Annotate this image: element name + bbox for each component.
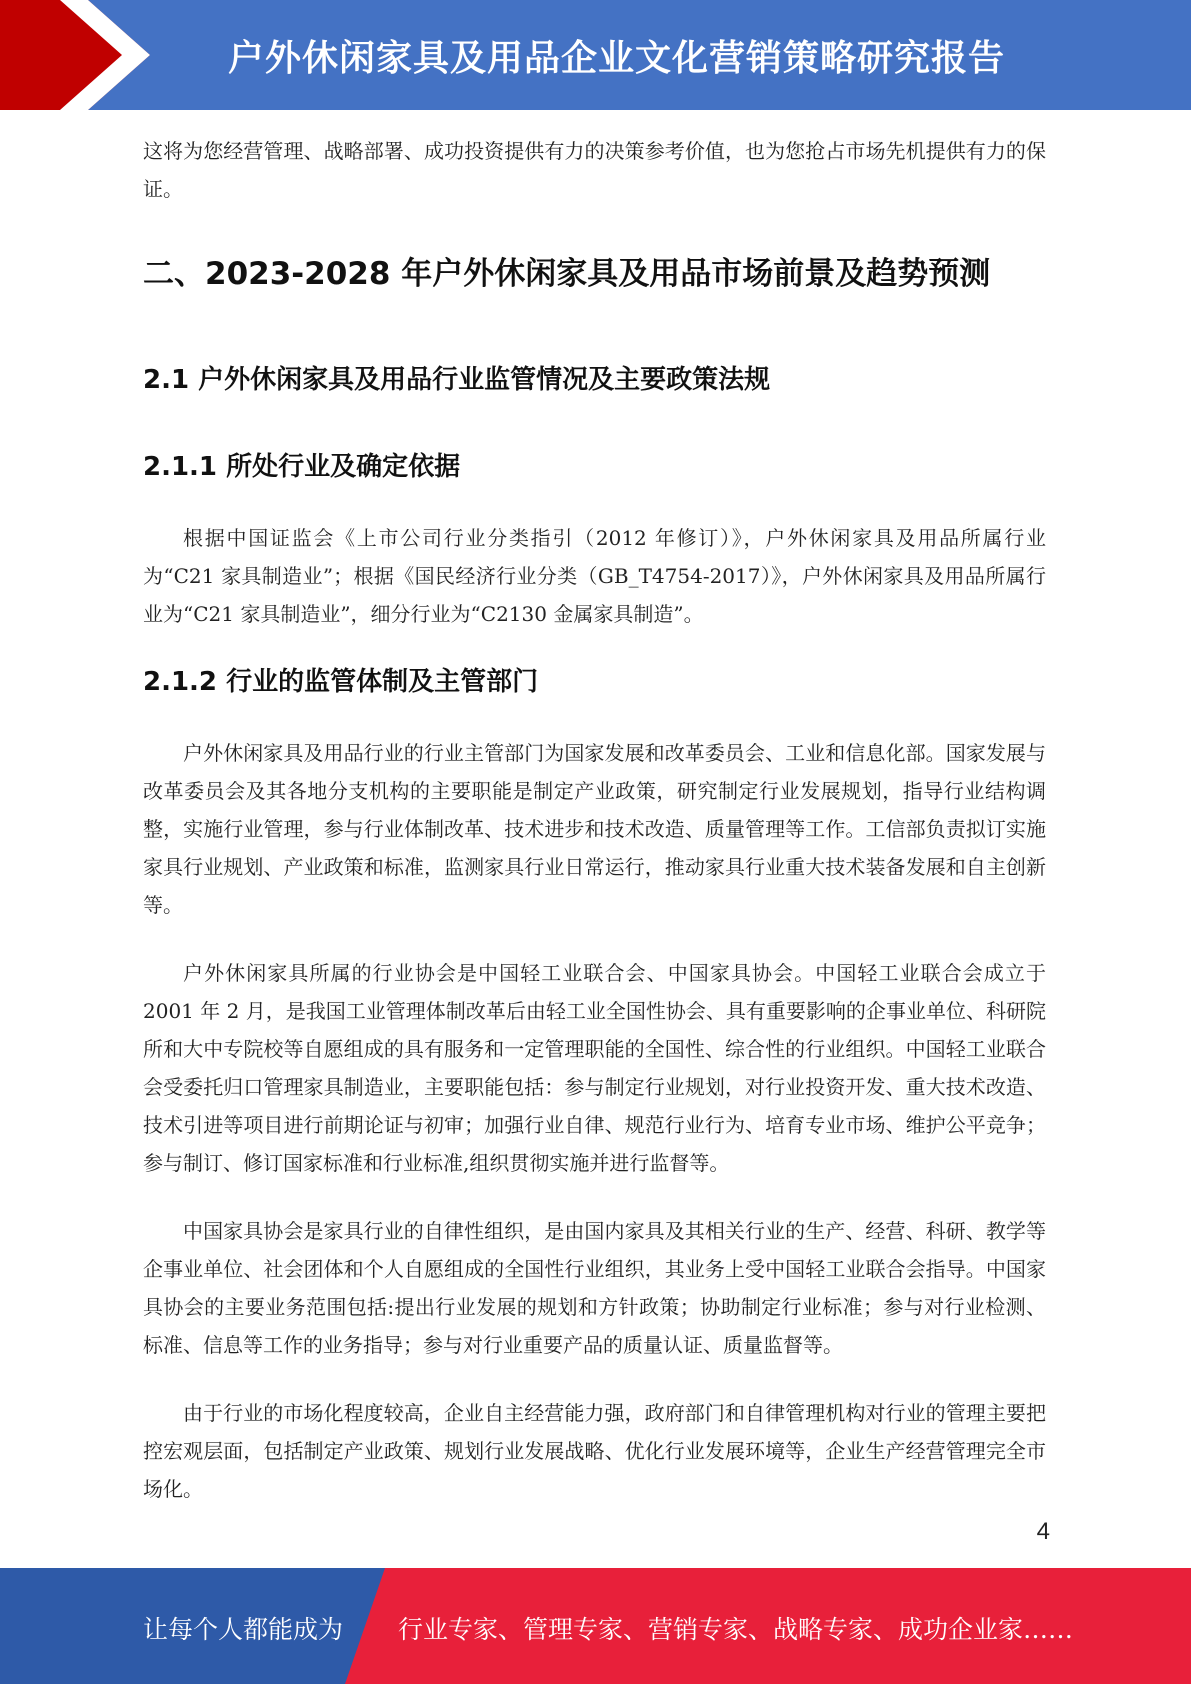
page-content [143, 132, 1046, 1508]
intro-paragraph: 这将为您经营管理、战略部署、成功投资提供有力的决策参考价值，也为您抢占市场先机提供有力的保证。 [143, 139, 1046, 201]
sub1-paragraph: 根据中国证监会《上市公司行业分类指引（2012 年修订）》，户外休闲家具及用品所属行业为“C21 家具制造业”；根据《国民经济行业分类（GB_T4754-2017）》，户外休闲家具及用品所属行业为“C21 家具制造业”，细分行业为“C2130 金属家具制造”。 [143, 526, 1046, 626]
sub2-paragraph-1: 户外休闲家具及用品行业的行业主管部门为国家发展和改革委员会、工业和信息化部。国家发展与改革委员会及其各地分支机构的主要职能是制定产业政策，研究制定行业发展规划，指导行业结构调整，实施行业管理，参与行业体制改革、技术进步和技术改造、质量管理等工作。工信部负责拟订实施家具行业规划、产业政策和标准，监测家具行业日常运行，推动家具行业重大技术装备发展和自主创新等。 [143, 741, 1046, 917]
sub2-heading: 2.1.2 行业的监管体制及主管部门 [143, 667, 539, 697]
section-heading: 二、2023-2028 年户外休闲家具及用品市场前景及趋势预测 [143, 256, 991, 292]
sub1-heading: 2.1.1 所处行业及确定依据 [143, 452, 461, 482]
report-title: 户外休闲家具及用品企业文化营销策略研究报告 [228, 38, 1006, 79]
footer-slogan-right: 行业专家、管理专家、营销专家、战略专家、成功企业家…… [398, 1615, 1074, 1644]
sub2-paragraph-4: 由于行业的市场化程度较高，企业自主经营能力强，政府部门和自律管理机构对行业的管理主要把控宏观层面，包括制定产业政策、规划行业发展战略、优化行业发展环境等，企业生产经营管理完全市场化。 [143, 1401, 1046, 1501]
page-header [0, 0, 1191, 110]
page-number: 4 [1036, 1518, 1050, 1545]
footer-slogan-left: 让每个人都能成为 [143, 1615, 344, 1644]
header-arrow-decoration [0, 0, 160, 110]
sub2-paragraph-3: 中国家具协会是家具行业的自律性组织，是由国内家具及其相关行业的生产、经营、科研、教学等企事业单位、社会团体和个人自愿组成的全国性行业组织，其业务上受中国轻工业联合会指导。中国家具协会的主要业务范围包括:提出行业发展的规划和方针政策；协助制定行业标准；参与对行业检测、标准、信息等工作的业务指导；参与对行业重要产品的质量认证、质量监督等。 [143, 1219, 1046, 1357]
sub2-paragraph-2: 户外休闲家具所属的行业协会是中国轻工业联合会、中国家具协会。中国轻工业联合会成立于 2001 年 2 月，是我国工业管理体制改革后由轻工业全国性协会、具有重要影响的企事业单位、科研院所和大中专院校等自愿组成的具有服务和一定管理职能的全国性、综合性的行业组织。中国轻工业联合会受委托归口管理家具制造业，主要职能包括：参与制定行业规划，对行业投资开发、重大技术改造、技术引进等项目进行前期论证与初审；加强行业自律、规范行业行为、培育专业市场、维护公平竞争；参与制订、修订国家标准和行业标准,组织贯彻实施并进行监督等。 [143, 961, 1046, 1175]
subsection-heading: 2.1 户外休闲家具及用品行业监管情况及主要政策法规 [143, 365, 771, 395]
page-footer [0, 1568, 1191, 1684]
